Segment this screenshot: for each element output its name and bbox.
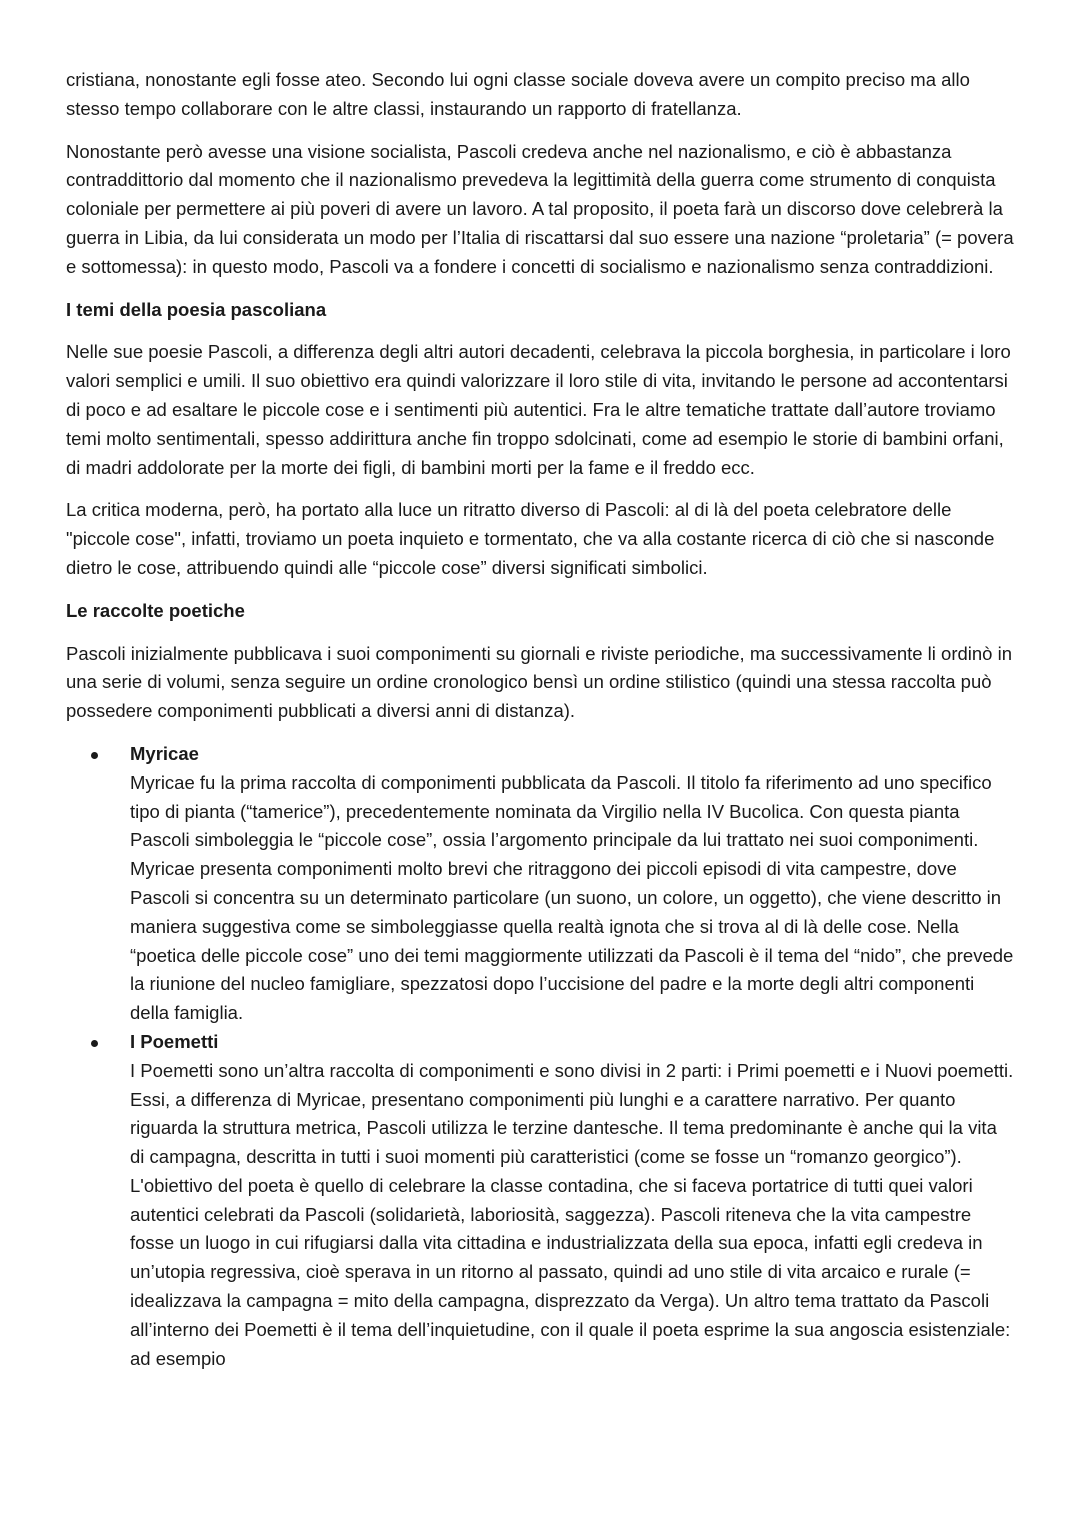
bullet-icon [91,752,98,759]
section-heading-themes: I temi della poesia pascoliana [66,298,327,320]
collections-list [66,740,1016,1374]
themes-paragraph-1: Nelle sue poesie Pascoli, a differenza degli altri autori decadenti, celebrava la piccola borghesia, in particolare i loro valori semplici e umili. Il suo obiettivo era quindi valorizzare il loro stile di vita, invitando le persone ad accontentarsi di poco e ad esaltare le piccole cose e i sentimenti più autentici. Fra le altre tematiche trattate dall’autore troviamo temi molto sentimentali, spesso addirittura anche fin troppo sdolcinati, come ad esempio le storie di bambini orfani, di madri addolorate per la morte dei figli, di bambini morti per la fame e il freddo ecc. [66,341,1011,478]
list-item-text: Myricae fu la prima raccolta di componimenti pubblicata da Pascoli. Il titolo fa riferimento ad uno specifico tipo di pianta (“tamerice”), precedentemente nominata da Virgilio nella IV Bucolica. Con questa pianta Pascoli simboleggia le “piccole cose”, ossia l’argomento principale da lui trattato nei suoi componimenti. Myricae presenta componimenti molto brevi che ritraggono dei piccoli episodi di vita campestre, dove Pascoli si concentra su un determinato particolare (un suono, un colore, un oggetto), che viene descritto in maniera suggestiva come se simboleggiasse quella realtà ignota che si trova al di là delle cose. Nella “poetica delle piccole cose” uno dei temi maggiormente utilizzati da Pascoli è il tema del “nido”, che prevede la riunione del nucleo famigliare, spezzatosi dopo l’uccisione del padre e la morte degli altri componenti della famiglia. [130,771,1014,1024]
themes-paragraph-2: La critica moderna, però, ha portato alla luce un ritratto diverso di Pascoli: al di là del poeta celebratore delle "piccole cose", infatti, troviamo un poeta inquieto e tormentato, che va alla costante ricerca di ciò che si nasconde dietro le cose, attribuendo quindi alle “piccole cose” diversi significati simbolici. [66,499,995,578]
list-item-myricae [130,740,1016,1028]
list-item-poemetti [130,1028,1016,1374]
list-item-title: Myricae [130,742,199,764]
collections-paragraph-1: Pascoli inizialmente pubblicava i suoi componimenti su giornali e riviste periodiche, ma successivamente li ordinò in una serie di volumi, senza seguire un ordine cronologico bensì un ordine stilistico (quindi una stessa raccolta può possedere componimenti pubblicati a diversi anni di distanza). [66,642,1013,722]
list-item-text: I Poemetti sono un’altra raccolta di componimenti e sono divisi in 2 parti: i Primi poemetti e i Nuovi poemetti. Essi, a differenza di Myricae, presentano componimenti più lunghi e a carattere narrativo. Per quanto riguarda la struttura metrica, Pascoli utilizza le terzine dantesche. Il tema predominante è anche qui la vita di campagna, descritta in tutti i suoi momenti più caratteristici (come se fosse un “romanzo georgico”). L'obiettivo del poeta è quello di celebrare la classe contadina, che si faceva portatrice di tutti quei valori autentici celebrati da Pascoli (solidarietà, laboriosità, saggezza). Pascoli riteneva che la vita campestre fosse un luogo in cui rifugiarsi dalla vita cittadina e industrializzata della sua epoca, infatti egli credeva in un’utopia regressiva, cioè sperava in un ritorno al passato, quindi ad uno stile di vita arcaico e rurale (= idealizzava la campagna = mito della campagna, disprezzato da Verga). Un altro tema trattato da Pascoli all’interno dei Poemetti è il tema dell’inquietudine, con il quale il poeta esprime la sua angoscia esistenziale: ad esempio [130,1059,1014,1369]
bullet-icon [91,1040,98,1047]
list-item-title: I Poemetti [130,1030,219,1052]
intro-paragraph-1: cristiana, nonostante egli fosse ateo. Secondo lui ogni classe sociale doveva avere un compito preciso ma allo stesso tempo collaborare con le altre classi, instaurando un rapporto di fratellanza. [66,69,970,119]
document-page [66,66,1016,1373]
intro-paragraph-2: Nonostante però avesse una visione socialista, Pascoli credeva anche nel nazionalismo, e ciò è abbastanza contraddittorio dal momento che il nazionalismo prevedeva la legittimità della guerra come strumento di conquista coloniale per permettere ai più poveri di avere un lavoro. A tal proposito, il poeta farà un discorso dove celebrerà la guerra in Libia, da lui considerata un modo per l’Italia di riscattarsi dal suo essere una nazione “proletaria” (= povera e sottomessa): in questo modo, Pascoli va a fondere i concetti di socialismo e nazionalismo senza contraddizioni. [66,140,1014,277]
section-heading-collections: Le raccolte poetiche [66,599,245,621]
